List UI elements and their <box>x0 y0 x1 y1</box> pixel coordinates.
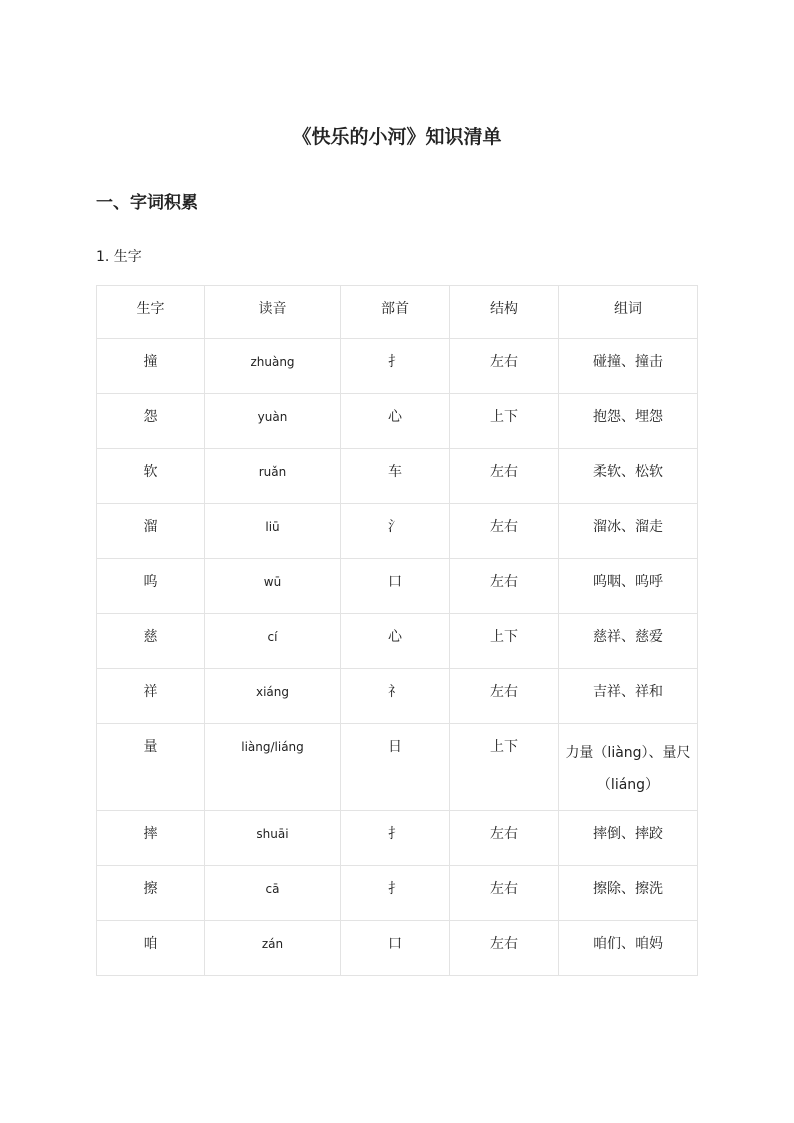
cell-pinyin: cí <box>205 614 341 669</box>
cell-words: 慈祥、慈爱 <box>559 614 698 669</box>
cell-character: 祥 <box>97 669 205 724</box>
cell-radical: 礻 <box>341 669 450 724</box>
cell-radical: 扌 <box>341 866 450 921</box>
cell-character: 软 <box>97 449 205 504</box>
cell-structure: 左右 <box>450 339 559 394</box>
table-row <box>97 449 698 504</box>
cell-words: 碰撞、撞击 <box>559 339 698 394</box>
cell-radical: 心 <box>341 394 450 449</box>
header-words: 组词 <box>559 286 698 339</box>
character-table <box>96 285 698 976</box>
cell-pinyin: zhuàng <box>205 339 341 394</box>
cell-structure: 左右 <box>450 811 559 866</box>
subheading: 1. 生字 <box>96 249 142 265</box>
header-radical: 部首 <box>341 286 450 339</box>
table-row <box>97 669 698 724</box>
table-row <box>97 921 698 976</box>
cell-pinyin: zán <box>205 921 341 976</box>
cell-words: 柔软、松软 <box>559 449 698 504</box>
cell-pinyin: cā <box>205 866 341 921</box>
cell-radical: 心 <box>341 614 450 669</box>
cell-character: 咱 <box>97 921 205 976</box>
cell-pinyin: liū <box>205 504 341 559</box>
cell-structure: 上下 <box>450 724 559 811</box>
cell-pinyin: liàng/liáng <box>205 724 341 811</box>
cell-character: 摔 <box>97 811 205 866</box>
header-character: 生字 <box>97 286 205 339</box>
cell-character: 怨 <box>97 394 205 449</box>
cell-structure: 左右 <box>450 866 559 921</box>
cell-character: 量 <box>97 724 205 811</box>
cell-structure: 上下 <box>450 394 559 449</box>
cell-character: 呜 <box>97 559 205 614</box>
cell-words: 咱们、咱妈 <box>559 921 698 976</box>
cell-radical: 口 <box>341 559 450 614</box>
cell-pinyin: yuàn <box>205 394 341 449</box>
cell-structure: 左右 <box>450 921 559 976</box>
cell-pinyin: wū <box>205 559 341 614</box>
cell-structure: 左右 <box>450 449 559 504</box>
cell-character: 溜 <box>97 504 205 559</box>
header-pinyin: 读音 <box>205 286 341 339</box>
table-row <box>97 724 698 811</box>
table-row <box>97 811 698 866</box>
cell-pinyin: shuāi <box>205 811 341 866</box>
cell-words: 吉祥、祥和 <box>559 669 698 724</box>
table-row <box>97 614 698 669</box>
cell-character: 慈 <box>97 614 205 669</box>
cell-words: 摔倒、摔跤 <box>559 811 698 866</box>
cell-radical: 车 <box>341 449 450 504</box>
cell-radical: 扌 <box>341 339 450 394</box>
cell-radical: 口 <box>341 921 450 976</box>
cell-radical: 氵 <box>341 504 450 559</box>
table-header-row <box>97 286 698 339</box>
cell-structure: 左右 <box>450 669 559 724</box>
cell-structure: 左右 <box>450 559 559 614</box>
table-row <box>97 866 698 921</box>
table-row <box>97 504 698 559</box>
cell-radical: 扌 <box>341 811 450 866</box>
cell-pinyin: ruǎn <box>205 449 341 504</box>
cell-words: 擦除、擦洗 <box>559 866 698 921</box>
cell-character: 撞 <box>97 339 205 394</box>
cell-structure: 左右 <box>450 504 559 559</box>
cell-words: 呜咽、呜呼 <box>559 559 698 614</box>
cell-structure: 上下 <box>450 614 559 669</box>
table-row <box>97 559 698 614</box>
cell-words: 溜冰、溜走 <box>559 504 698 559</box>
section-heading: 一、字词积累 <box>96 193 198 213</box>
table-row <box>97 394 698 449</box>
cell-pinyin: xiáng <box>205 669 341 724</box>
cell-words: 抱怨、埋怨 <box>559 394 698 449</box>
document-title: 《快乐的小河》知识清单 <box>292 126 502 148</box>
header-structure: 结构 <box>450 286 559 339</box>
cell-radical: 日 <box>341 724 450 811</box>
cell-character: 擦 <box>97 866 205 921</box>
cell-words: 力量（liàng）、量尺（liáng） <box>559 724 698 811</box>
table-row <box>97 339 698 394</box>
